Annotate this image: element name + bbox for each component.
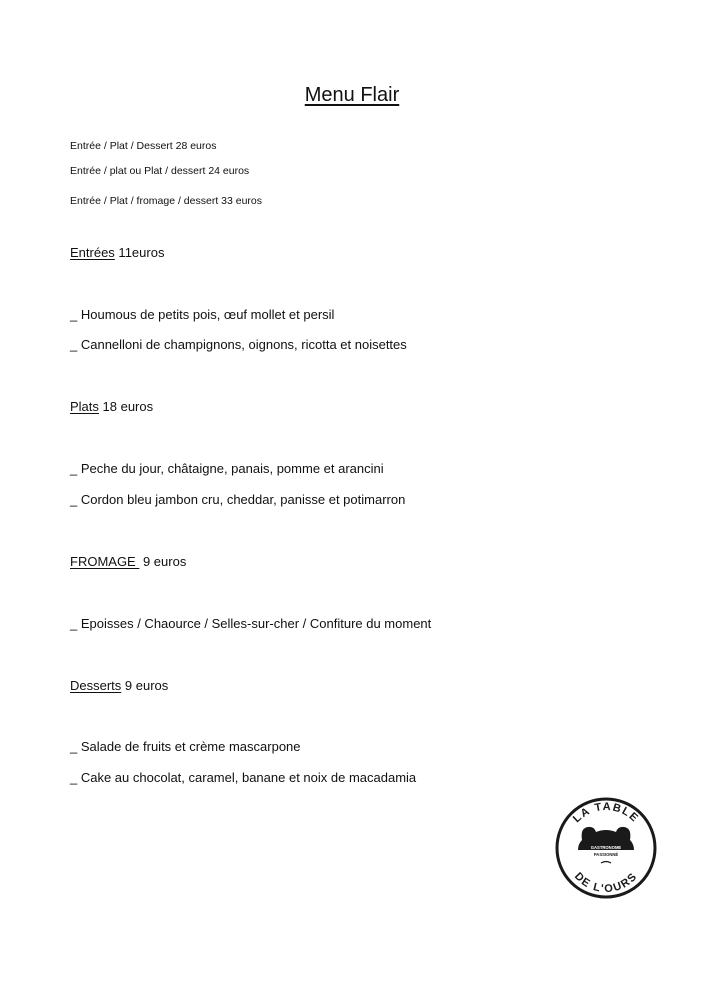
section-entrees-price: 11euros: [114, 245, 165, 260]
section-desserts-label: Desserts: [70, 678, 122, 693]
menu-item: _ Cannelloni de champignons, oignons, ricotta et noisettes: [70, 337, 407, 352]
logo-bottom-text: DE L'OURS: [571, 870, 641, 896]
formula-2: Entrée / plat ou Plat / dessert 24 euros: [70, 165, 250, 177]
section-plats-label: Plats: [70, 399, 99, 414]
section-desserts-header: [70, 678, 168, 693]
menu-item: _ Salade de fruits et crème mascarpone: [70, 739, 301, 754]
menu-item: _ Houmous de petits pois, œuf mollet et persil: [70, 307, 335, 322]
menu-item: _ Cake au chocolat, caramel, banane et noix de macadamia: [70, 770, 417, 785]
section-fromage-header: [70, 554, 186, 569]
section-entrees-label: Entrées: [70, 245, 115, 260]
menu-item: _ Cordon bleu jambon cru, cheddar, panisse et potimarron: [70, 492, 406, 507]
section-fromage-price: 9 euros: [139, 554, 187, 569]
logo-tagline-2: PASSIONNÉ: [593, 852, 619, 857]
section-fromage-label: FROMAGE: [70, 554, 140, 569]
section-entrees-header: [70, 245, 164, 260]
logo-top-text: LA TABLE: [570, 800, 642, 826]
section-plats-price: 18 euros: [98, 399, 154, 414]
restaurant-logo: [554, 796, 658, 900]
menu-title-text: Menu Flair: [304, 84, 400, 106]
menu-item: _ Peche du jour, châtaigne, panais, pomme et arancini: [70, 461, 384, 476]
menu-title: [0, 84, 704, 107]
formula-1: Entrée / Plat / Dessert 28 euros: [70, 140, 217, 152]
section-desserts-price: 9 euros: [121, 678, 169, 693]
logo-tagline-1: GASTRONOME: [590, 845, 622, 850]
formula-3: Entrée / Plat / fromage / dessert 33 euros: [70, 195, 263, 207]
section-plats-header: [70, 399, 153, 414]
menu-item: _ Epoisses / Chaource / Selles-sur-cher / Confiture du moment: [70, 616, 432, 631]
